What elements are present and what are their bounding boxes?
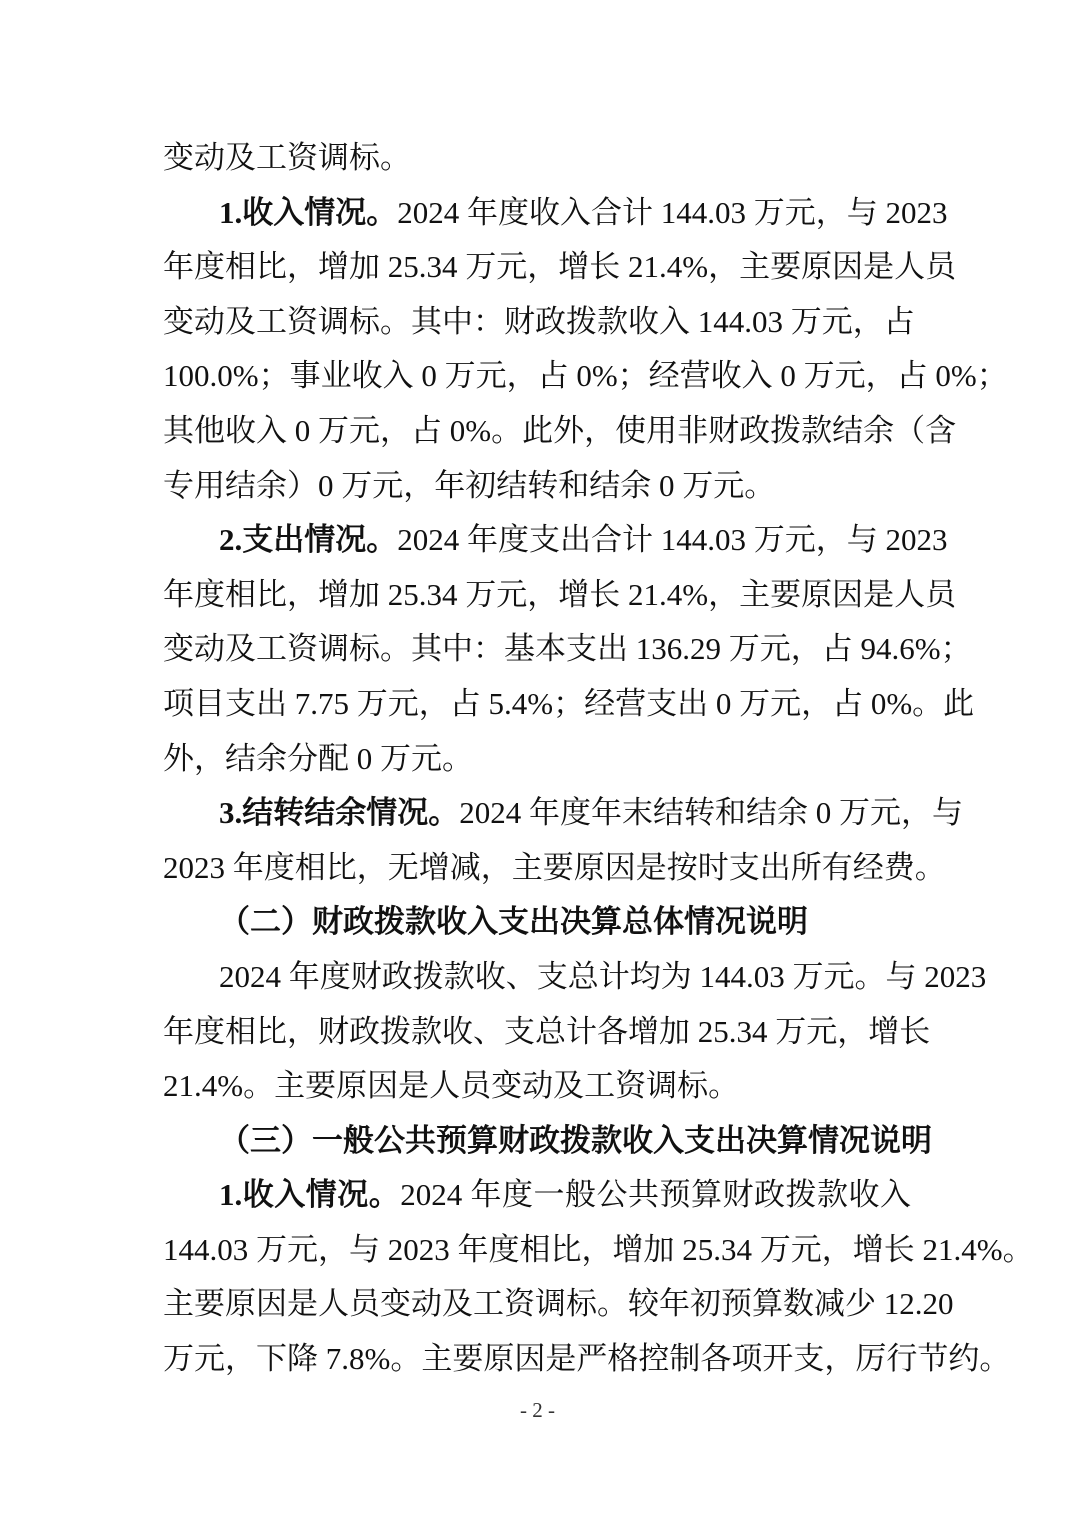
text-line: [163, 1223, 1034, 1278]
text-line: [163, 404, 957, 459]
text-line: [163, 186, 948, 241]
text-line: [163, 895, 911, 950]
text-line: [163, 1114, 932, 1169]
heading-run: 1.收入情况。: [219, 1177, 401, 1213]
text-line: [163, 131, 911, 186]
text-line: [163, 513, 948, 568]
text-run: 其他收入 0 万元，占 0%。此外，使用非财政拨款结余（含: [163, 412, 957, 448]
text-line: [163, 1332, 1011, 1387]
document-body: [163, 131, 1034, 1387]
text-run: 专用结余）0 万元，年初结转和结余 0 万元。: [163, 467, 776, 503]
text-line: [163, 568, 957, 623]
text-run: 年度相比，增加 25.34 万元，增长 21.4%，主要原因是人员: [163, 249, 957, 285]
text-run: 2023 年度相比，无增减，主要原因是按时支出所有经费。: [163, 849, 946, 885]
text-line: [163, 950, 987, 1005]
heading-run: 1.收入情况。: [219, 194, 398, 230]
heading-run: （二）财政拨款收入支出决算总体情况说明: [219, 904, 808, 940]
text-line: [163, 349, 1008, 404]
text-run: 变动及工资调标。其中：基本支出 136.29 万元，占 94.6%；: [163, 631, 972, 667]
text-run: 2024 年度财政拨款收、支总计均为 144.03 万元。与 2023: [219, 958, 987, 994]
text-run: 2024 年度年末结转和结余 0 万元，与: [459, 795, 963, 831]
text-line: [163, 1059, 911, 1114]
heading-run: （三）一般公共预算财政拨款收入支出决算情况说明: [219, 1122, 932, 1158]
text-line: [163, 459, 911, 514]
page-number: - 2 -: [520, 1398, 555, 1422]
text-line: [163, 240, 957, 295]
text-line: [163, 732, 911, 787]
text-line: [163, 295, 915, 350]
text-run: 变动及工资调标。其中：财政拨款收入 144.03 万元，占: [163, 303, 915, 339]
text-run: 万元，下降 7.8%。主要原因是严格控制各项开支，厉行节约。: [163, 1341, 1011, 1377]
text-run: 变动及工资调标。: [163, 140, 411, 175]
text-run: 100.0%；事业收入 0 万元，占 0%；经营收入 0 万元，占 0%；: [163, 358, 1008, 394]
text-run: 2024 年度支出合计 144.03 万元，与 2023: [397, 522, 948, 558]
text-line: [163, 622, 972, 677]
text-run: 2024 年度一般公共预算财政拨款收入: [400, 1177, 911, 1213]
text-line: [163, 677, 975, 732]
text-run: 外，结余分配 0 万元。: [163, 740, 473, 776]
text-run: 144.03 万元，与 2023 年度相比，增加 25.34 万元，增长 21.4%。: [163, 1231, 1034, 1267]
text-run: 主要原因是人员变动及工资调标。较年初预算数减少 12.20: [163, 1286, 954, 1322]
text-line: [163, 786, 963, 841]
text-run: 年度相比，财政拨款收、支总计各增加 25.34 万元，增长: [163, 1013, 931, 1049]
text-line: [163, 841, 946, 896]
heading-run: 3.结转结余情况。: [219, 795, 460, 831]
text-run: 项目支出 7.75 万元，占 5.4%；经营支出 0 万元，占 0%。此: [163, 685, 975, 721]
heading-run: 2.支出情况。: [219, 522, 398, 558]
text-run: 年度相比，增加 25.34 万元，增长 21.4%，主要原因是人员: [163, 576, 957, 612]
text-line: [163, 1168, 911, 1223]
text-line: [163, 1005, 931, 1060]
text-run: 21.4%。主要原因是人员变动及工资调标。: [163, 1068, 740, 1104]
text-line: [163, 1277, 954, 1332]
text-run: 2024 年度收入合计 144.03 万元，与 2023: [397, 194, 948, 230]
